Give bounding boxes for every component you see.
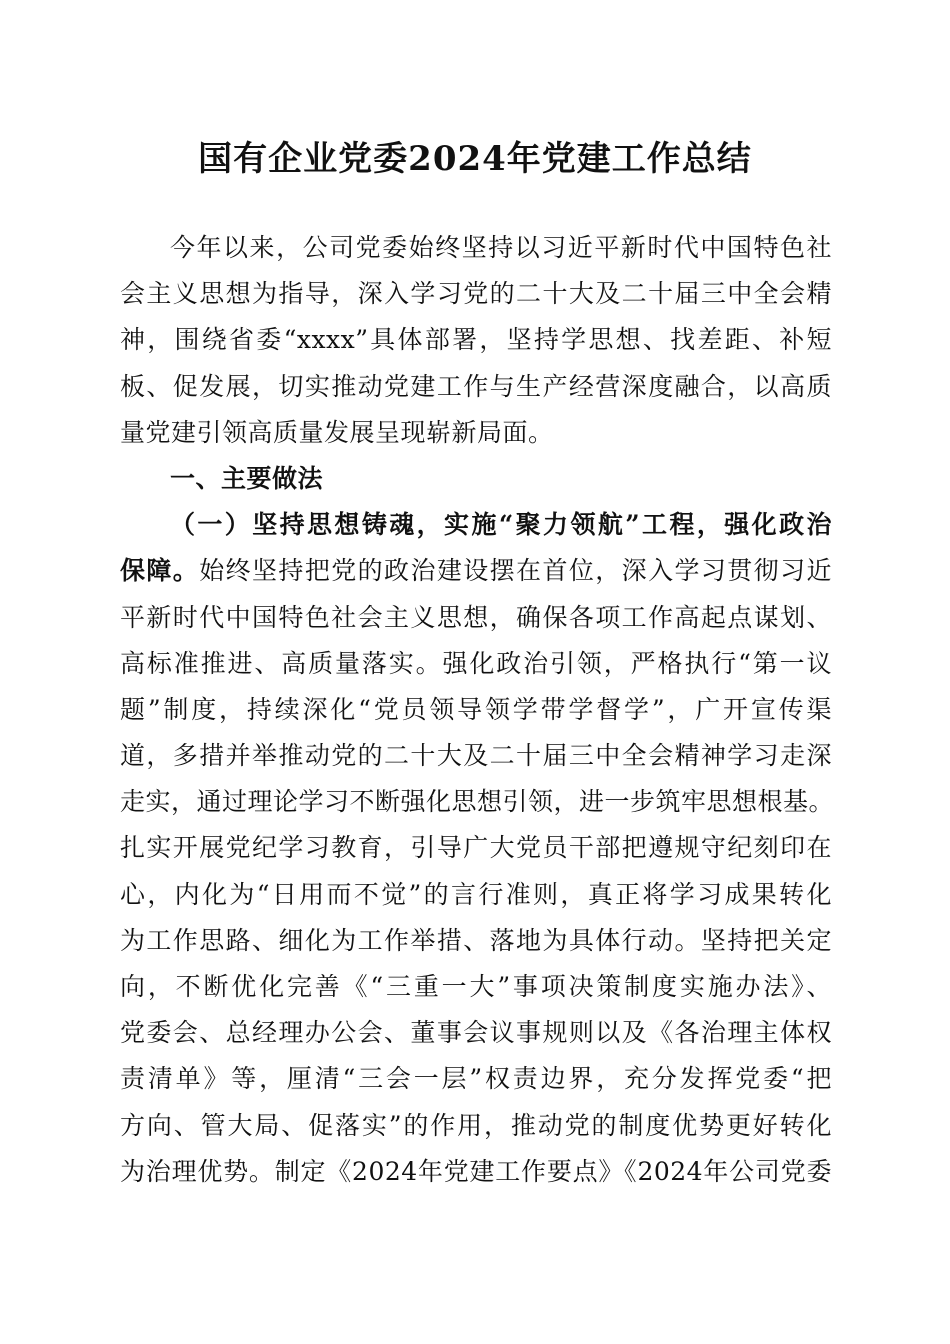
paragraph-line: 走实，通过理论学习不断强化思想引领，进一步筑牢思想根基。 [120,787,835,817]
subsection-heading: （一）坚持思想铸魂，实施“聚力领航”工程，强化政治 [170,510,832,540]
paragraph-line: 今年以来，公司党委始终坚持以习近平新时代中国特色社 [170,233,832,262]
paragraph-line: 为治理优势。制定《2024年党建工作要点》《2024年公司党委 [120,1156,832,1186]
paragraph-line: 责清单》等，厘清“三会一层”权责边界，充分发挥党委“把 [120,1064,832,1094]
paragraph-line: 心，内化为“日用而不觉”的言行准则，真正将学习成果转化 [120,879,832,909]
paragraph-line: 方向、管大局、促落实”的作用，推动党的制度优势更好转化 [120,1110,832,1140]
document-title: 国有企业党委2024年党建工作总结 [198,139,752,179]
paragraph-line [120,548,832,594]
paragraph-line: 向，不断优化完善《“三重一大”事项决策制度实施办法》、 [120,972,832,1001]
paragraph-line: 题”制度，持续深化“党员领导领学带学督学”，广开宣传渠 [120,694,832,724]
subsection-heading-tail: 保障。 [120,556,200,586]
document-body [120,225,835,1195]
paragraph-line: 量党建引领高质量发展呈现崭新局面。 [120,417,554,447]
paragraph-text: 始终坚持把党的政治建设摆在首位，深入学习贯彻习近 [199,556,832,586]
paragraph-line: 为工作思路、细化为工作举措、落地为具体行动。坚持把关定 [120,925,832,955]
paragraph-line: 党委会、总经理办公会、董事会议事规则以及《各治理主体权 [120,1018,832,1048]
paragraph-line: 会主义思想为指导，深入学习党的二十大及二十届三中全会精 [120,279,832,309]
paragraph-line: 道，多措并举推动党的二十大及二十届三中全会精神学习走深 [120,741,832,771]
paragraph-line: 高标准推进、高质量落实。强化政治引领，严格执行“第一议 [120,648,832,678]
paragraph-line: 扎实开展党纪学习教育，引导广大党员干部把遵规守纪刻印在 [120,833,832,863]
paragraph-line: 板、促发展，切实推动党建工作与生产经营深度融合，以高质 [120,371,832,401]
section-heading: 一、主要做法 [170,463,324,493]
paragraph-line: 平新时代中国特色社会主义思想，确保各项工作高起点谋划、 [120,602,832,632]
paragraph-line: 神，围绕省委“xxxx”具体部署，坚持学思想、找差距、补短 [120,325,832,355]
